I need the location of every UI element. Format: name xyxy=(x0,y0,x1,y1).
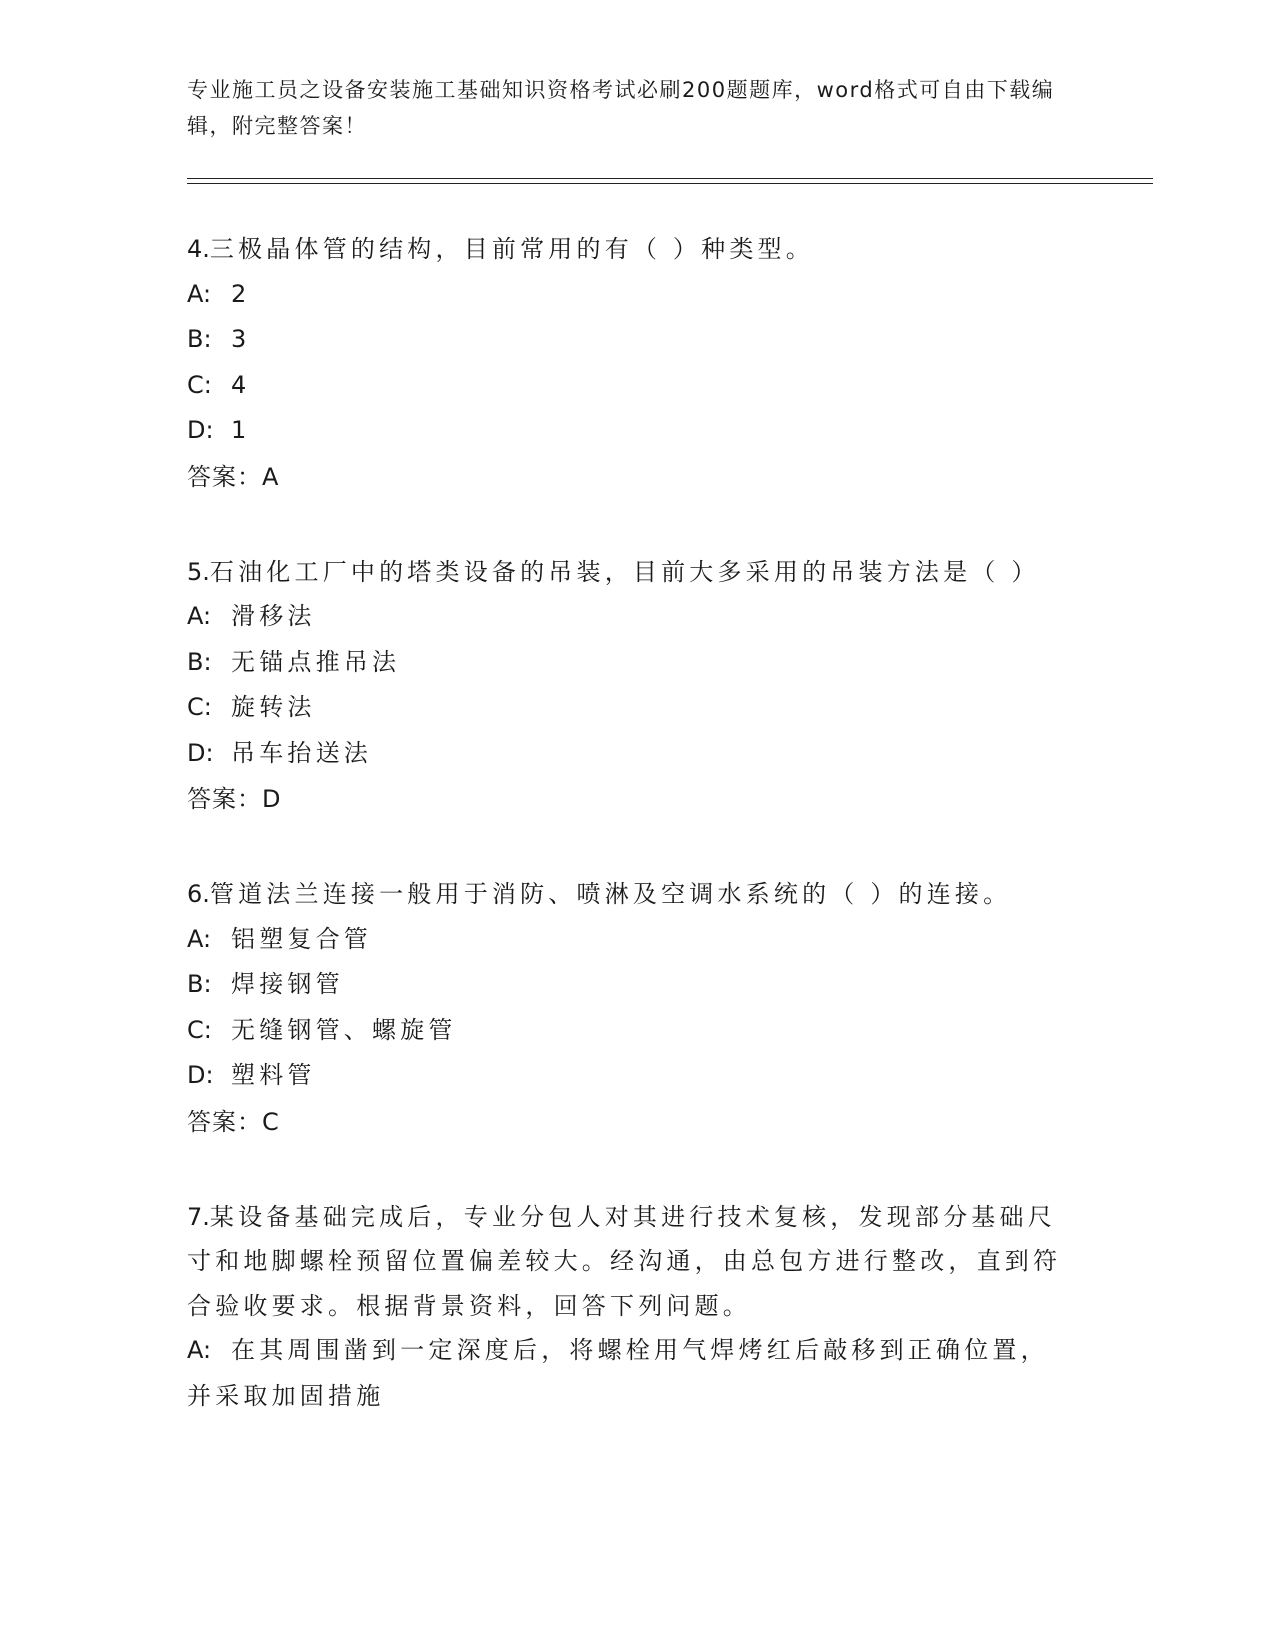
question-5 xyxy=(187,550,1067,823)
option-text: 吊车抬送法 xyxy=(231,738,372,767)
option-letter: C: xyxy=(187,693,212,721)
question-stem xyxy=(187,872,1067,917)
option-d xyxy=(187,408,1067,454)
option-c xyxy=(187,685,1067,731)
question-stem xyxy=(187,227,1067,272)
option-a xyxy=(187,594,1067,640)
header-divider-top xyxy=(187,178,1153,179)
option-d xyxy=(187,731,1067,777)
option-c xyxy=(187,363,1067,409)
answer-line: 答案：D xyxy=(187,785,282,813)
option-letter: D: xyxy=(187,416,214,444)
option-letter: A: xyxy=(187,924,212,953)
question-number: 6. xyxy=(187,880,210,908)
option-b xyxy=(187,962,1067,1008)
option-letter: D: xyxy=(187,1061,214,1089)
header-divider-bottom xyxy=(187,183,1153,184)
question-list xyxy=(187,227,1067,1469)
option-text: 1 xyxy=(231,416,251,444)
option-text: 旋转法 xyxy=(231,693,316,721)
question-text: 石油化工厂中的塔类设备的吊装，目前大多采用的吊装方法是（ ） xyxy=(209,557,1040,586)
option-b xyxy=(187,640,1067,686)
option-d xyxy=(187,1053,1067,1099)
option-a xyxy=(187,917,1067,963)
question-6 xyxy=(187,872,1067,1145)
option-letter: D: xyxy=(187,738,214,767)
option-text: 在其周围凿到一定深度后，将螺栓用气焊烤红后敲移到正确位置，并采取加固措施 xyxy=(187,1336,1049,1410)
option-letter: A: xyxy=(187,1336,212,1364)
option-a xyxy=(187,1328,1067,1419)
option-text: 无锚点推吊法 xyxy=(231,647,401,676)
question-stem xyxy=(187,1195,1067,1329)
question-text: 某设备基础完成后，专业分包人对其进行技术复核，发现部分基础尺寸和地脚螺栓预留位置偏差较大。经沟通，由总包方进行整改，直到符合验收要求。根据背景资料，回答下列问题。 xyxy=(187,1202,1062,1320)
question-stem xyxy=(187,550,1067,595)
question-4 xyxy=(187,227,1067,500)
option-text: 焊接钢管 xyxy=(231,970,344,998)
document-header: 专业施工员之设备安装施工基础知识资格考试必刷200题题库，word格式可自由下载编辑，附完整答案！ xyxy=(187,78,1055,138)
option-c xyxy=(187,1008,1067,1054)
option-letter: A: xyxy=(187,279,212,308)
option-a xyxy=(187,272,1067,318)
option-b xyxy=(187,317,1067,363)
answer-line: 答案：A xyxy=(187,462,280,491)
option-text: 铝塑复合管 xyxy=(231,924,372,953)
question-number: 4. xyxy=(187,235,210,263)
answer-line: 答案：C xyxy=(187,1107,280,1136)
option-letter: B: xyxy=(187,647,212,676)
option-text: 无缝钢管、螺旋管 xyxy=(231,1015,457,1044)
option-letter: B: xyxy=(187,325,212,353)
option-text: 3 xyxy=(231,325,251,353)
question-text: 管道法兰连接一般用于消防、喷淋及空调水系统的（ ）的连接。 xyxy=(209,880,1012,908)
question-text: 三极晶体管的结构，目前常用的有（ ）种类型。 xyxy=(209,235,814,263)
option-letter: C: xyxy=(187,370,212,399)
option-letter: C: xyxy=(187,1015,212,1044)
question-number: 5. xyxy=(187,557,210,586)
option-text: 滑移法 xyxy=(231,602,316,630)
option-letter: B: xyxy=(187,970,212,998)
option-text: 2 xyxy=(231,279,251,308)
option-text: 塑料管 xyxy=(231,1061,316,1089)
question-7 xyxy=(187,1195,1067,1420)
option-text: 4 xyxy=(231,370,251,399)
question-number: 7. xyxy=(187,1202,210,1231)
option-letter: A: xyxy=(187,602,212,630)
